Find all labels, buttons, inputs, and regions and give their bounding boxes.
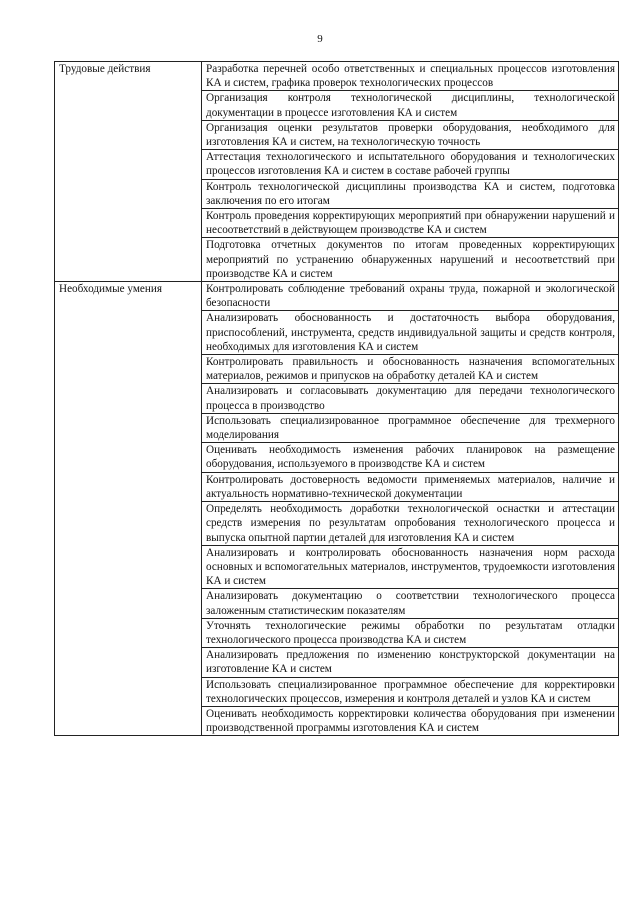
- section-item: Подготовка отчетных документов по итогам проведенных корректирующих мероприятий по устранению обнаруженных нарушений и несоответствий при производстве КА и систем: [202, 238, 619, 282]
- section-item: Оценивать необходимость изменения рабочих планировок на размещение оборудования, используемого в производстве КА и систем: [202, 443, 619, 472]
- section-item: Аттестация технологического и испытательного оборудования и технологических процессов изготовления КА и систем в составе рабочей группы: [202, 150, 619, 179]
- section-item: Анализировать и согласовывать документацию для передачи технологического процесса в производство: [202, 384, 619, 413]
- requirements-table-body: [55, 62, 619, 736]
- section-item: Анализировать документацию о соответствии технологического процесса заложенным статистическим показателям: [202, 589, 619, 618]
- section-item: Контролировать соблюдение требований охраны труда, пожарной и экологической безопасности: [202, 282, 619, 311]
- section-label: Трудовые действия: [55, 62, 202, 282]
- section-item: Контролировать правильность и обоснованность назначения вспомогательных материалов, режимов и припусков на обработку деталей КА и систем: [202, 355, 619, 384]
- section-item: Оценивать необходимость корректировки количества оборудования при изменении производственной программы изготовления КА и систем: [202, 706, 619, 735]
- section-item: Использовать специализированное программное обеспечение для корректировки технологических процессов, измерения и контроля деталей и узлов КА и систем: [202, 677, 619, 706]
- page-number: 9: [317, 33, 323, 45]
- section-item: Определять необходимость доработки технологической оснастки и аттестации средств измерения по результатам опробования технологического процесса и выпуска опытной партии деталей для изготовления КА и систем: [202, 502, 619, 546]
- table-row: [55, 62, 619, 91]
- section-item: Анализировать и контролировать обоснованность назначения норм расхода основных и вспомогательных материалов, инструментов, трудоемкости изготовления КА и систем: [202, 545, 619, 589]
- section-item: Контролировать достоверность ведомости применяемых материалов, наличие и актуальность нормативно-технической документации: [202, 472, 619, 501]
- section-item: Анализировать обоснованность и достаточность выбора оборудования, приспособлений, инструмента, средств индивидуальной защиты и средств контроля, необходимых для изготовления КА и систем: [202, 311, 619, 355]
- section-item: Контроль проведения корректирующих мероприятий при обнаружении нарушений и несоответствий в действующем производстве КА и систем: [202, 209, 619, 238]
- section-item: Организация оценки результатов проверки оборудования, необходимого для изготовления КА и систем, на технологическую точность: [202, 120, 619, 149]
- table-row: [55, 282, 619, 311]
- section-item: Разработка перечней особо ответственных и специальных процессов изготовления КА и систем, графика проверок технологических процессов: [202, 62, 619, 91]
- requirements-table: [54, 61, 619, 736]
- section-item: Организация контроля технологической дисциплины, технологической документации в процессе изготовления КА и систем: [202, 91, 619, 120]
- section-item: Контроль технологической дисциплины производства КА и систем, подготовка заключения по его итогам: [202, 179, 619, 208]
- section-item: Уточнять технологические режимы обработки по результатам отладки технологического процесса производства КА и систем: [202, 618, 619, 647]
- section-label: Необходимые умения: [55, 282, 202, 736]
- section-item: Использовать специализированное программное обеспечение для трехмерного моделирования: [202, 413, 619, 442]
- section-item: Анализировать предложения по изменению конструкторской документации на изготовление КА и систем: [202, 648, 619, 677]
